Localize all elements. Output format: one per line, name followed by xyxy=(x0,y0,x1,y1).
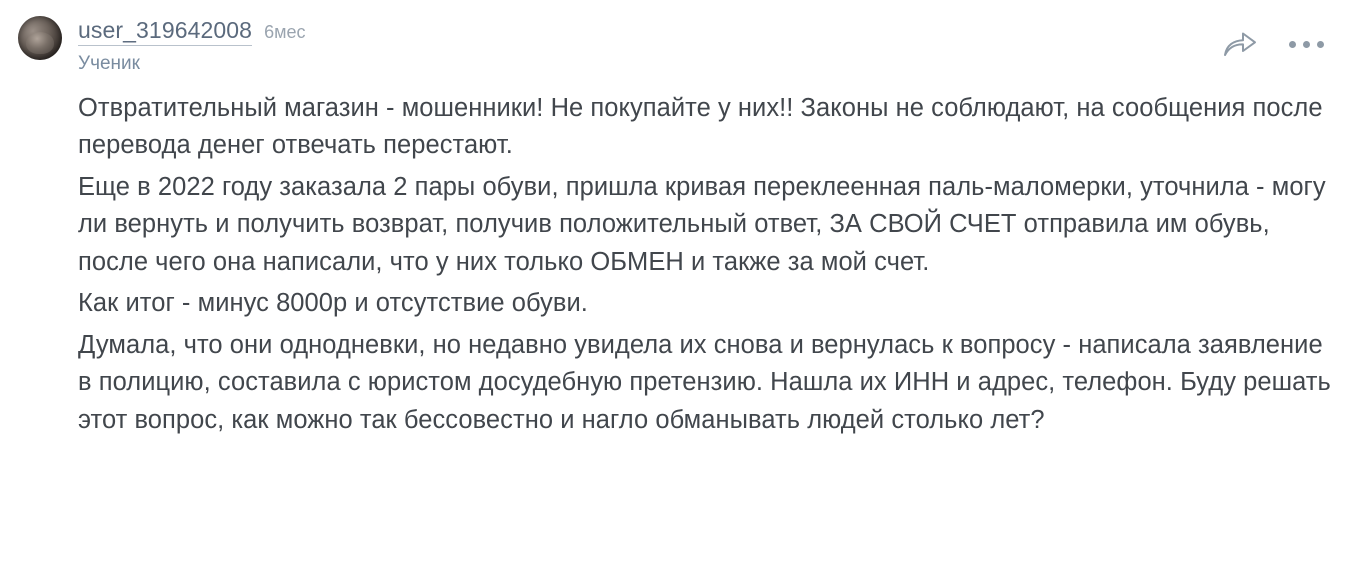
avatar[interactable] xyxy=(18,16,62,60)
author-rank[interactable]: Ученик xyxy=(78,52,140,74)
post-text xyxy=(78,90,1334,439)
post-paragraph-1: Отвратительный магазин - мошенники! Не покупайте у них!! Законы не соблюдают, на сообщения после перевода денег отвечать перестают. xyxy=(78,94,1323,160)
author-username[interactable]: user_319642008 xyxy=(78,16,252,46)
post-actions xyxy=(1223,30,1326,58)
author-name-row xyxy=(78,16,305,46)
author-info xyxy=(78,14,305,76)
post-header xyxy=(18,14,1334,76)
post-timestamp: 6мес xyxy=(264,22,306,42)
share-arrow-icon[interactable] xyxy=(1223,30,1257,58)
post-paragraph-3: Как итог - минус 8000р и отсутствие обуви. xyxy=(78,289,588,318)
post-paragraph-4: Думала, что они однодневки, но недавно увидела их снова и вернулась к вопросу - написала заявление в полицию, составила с юристом досудебную претензию. Нашла их ИНН и адрес, телефон. Буду решать этот вопрос, как можно так бессовестно и нагло обманывать людей столько лет? xyxy=(78,330,1331,434)
more-options-dots xyxy=(1287,35,1326,54)
more-options-icon[interactable] xyxy=(1287,35,1326,54)
post-paragraph-2: Еще в 2022 году заказала 2 пары обуви, пришла кривая переклеенная паль-маломерки, уточнила - могу ли вернуть и получить возврат, получив положительный ответ, ЗА СВОЙ СЧЕТ отправила им обувь, после чего она написали, что у них только ОБМЕН и также за мой счет. xyxy=(78,172,1326,276)
